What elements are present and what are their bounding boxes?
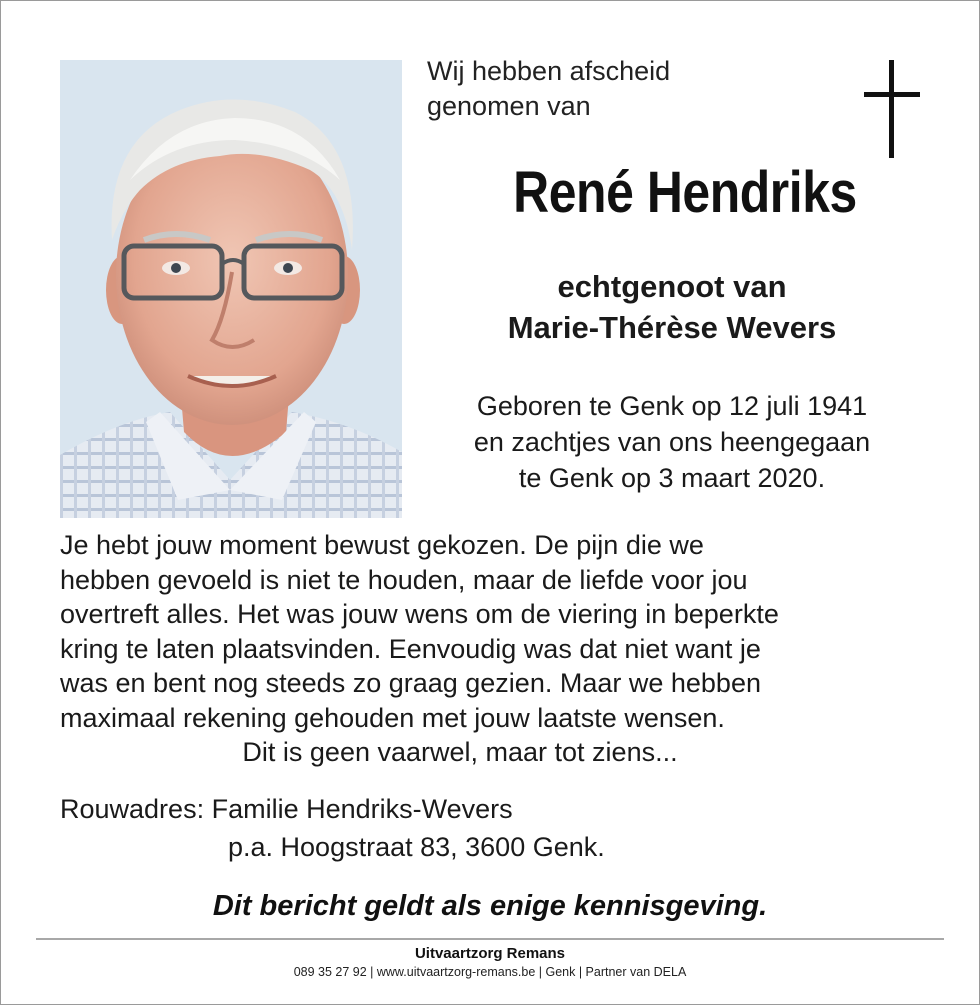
address-line-2: p.a. Hoogstraat 83, 3600 Genk. [228, 832, 605, 862]
message-line: Je hebt jouw moment bewust gekozen. De pijn die we [60, 530, 704, 560]
message-line: maximaal rekening gehouden met jouw laatste wensen. [60, 702, 725, 733]
mourning-address [60, 790, 940, 866]
birth-line-1: Geboren te Genk op 12 juli 1941 [476, 391, 868, 421]
message-line: hebben gevoeld is niet te houden, maar de liefde voor jou [60, 564, 748, 595]
intro-line-1: Wij hebben afscheid [427, 56, 671, 86]
funeral-company-info: 089 35 27 92 | www.uitvaartzorg-remans.be | Genk | Partner van DELA [293, 965, 687, 979]
funeral-company-name: Uitvaartzorg Remans [414, 945, 566, 962]
cross-icon [862, 60, 922, 158]
birth-death-info [427, 388, 917, 496]
farewell-message [60, 528, 940, 770]
deceased-name: René Hendriks [513, 160, 857, 225]
spouse-block [427, 266, 917, 348]
intro-text [427, 54, 727, 124]
spouse-name: Marie-Thérèse Wevers [507, 310, 837, 345]
message-line: overtreft alles. Het was jouw wens om de viering in beperkte [60, 599, 779, 629]
message-closing: Dit is geen vaarwel, maar tot ziens... [242, 737, 678, 767]
birth-line-3: te Genk op 3 maart 2020. [518, 463, 826, 493]
spouse-relation: echtgenoot van [557, 269, 787, 304]
birth-line-2: en zachtjes van ons heengegaan [473, 427, 871, 457]
notice-statement: Dit bericht geldt als enige kennisgeving. [212, 890, 768, 922]
cross-icon-horizontal [864, 92, 920, 97]
message-line: kring te laten plaatsvinden. Eenvoudig was dat niet want je [60, 633, 761, 664]
address-line-1: Rouwadres: Familie Hendriks-Wevers [60, 794, 513, 824]
message-line: was en bent nog steeds zo graag gezien. Maar we hebben [60, 668, 761, 698]
intro-line-2: genomen van [427, 91, 591, 121]
footer-divider [36, 938, 944, 940]
portrait-photo [60, 60, 402, 518]
cross-icon-vertical [889, 60, 894, 158]
